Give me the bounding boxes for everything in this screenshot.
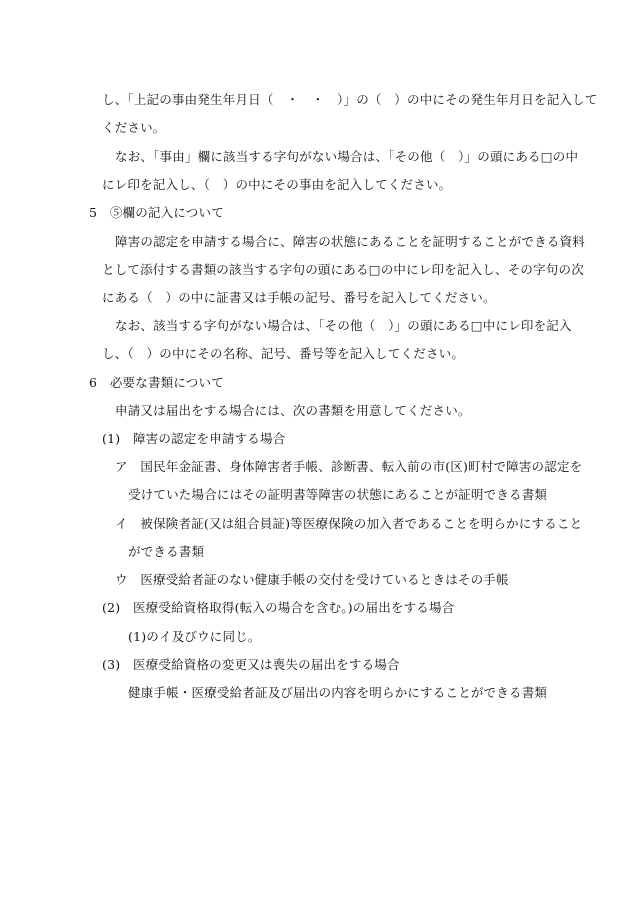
- text-line: なお、「事由」欄に該当する字句がない場合は、「その他（ ）」の頭にある□の中: [115, 149, 579, 164]
- list-item: ア 国民年金証書、身体障害者手帳、診断書、転入前の市(区)町村で障害の認定を: [115, 459, 583, 474]
- text-line: として添付する書類の該当する字句の頭にある□の中にレ印を記入し、その字句の次: [102, 262, 584, 277]
- section-heading: 5 ⑤欄の記入について: [89, 205, 224, 220]
- subsection-heading: (2) 医療受給資格取得(転入の場合を含む。)の届出をする場合: [102, 600, 455, 615]
- list-item-continuation: 受けていた場合にはその証明書等障害の状態にあることが証明できる書類: [128, 487, 548, 502]
- text-line: なお、該当する字句がない場合は、「その他（ ）」の頭にある□中にレ印を記入: [115, 318, 572, 333]
- text-line: 健康手帳・医療受給者証及び届出の内容を明らかにすることができる書類: [128, 685, 548, 700]
- section-heading: 6 必要な書類について: [89, 375, 224, 390]
- text-line: 申請又は届出をする場合には、次の書類を用意してください。: [115, 403, 471, 418]
- subsection-heading: (3) 医療受給資格の変更又は喪失の届出をする場合: [102, 657, 400, 672]
- list-item: ウ 医療受給者証のない健康手帳の交付を受けているときはその手帳: [115, 572, 509, 587]
- text-line: にレ印を記入し、（ ）の中にその事由を記入してください。: [102, 177, 452, 192]
- text-line: ください。: [102, 120, 166, 135]
- text-line: し、「上記の事由発生年月日（ ・ ・ ）」の（ ）の中にその発生年月日を記入して: [102, 92, 598, 107]
- text-line: (1)のイ及びウに同じ。: [128, 629, 261, 644]
- list-item-continuation: ができる書類: [128, 544, 205, 559]
- text-line: にある（ ）の中に証書又は手帳の記号、番号を記入してください。: [102, 290, 496, 305]
- text-line: 障害の認定を申請する場合に、障害の状態にあることを証明することができる資料: [115, 234, 585, 249]
- subsection-heading: (1) 障害の認定を申請する場合: [102, 431, 286, 446]
- text-line: し、（ ）の中にその名称、記号、番号等を記入してください。: [102, 346, 465, 361]
- list-item: イ 被保険者証(又は組合員証)等医療保険の加入者であることを明らかにすること: [115, 516, 583, 531]
